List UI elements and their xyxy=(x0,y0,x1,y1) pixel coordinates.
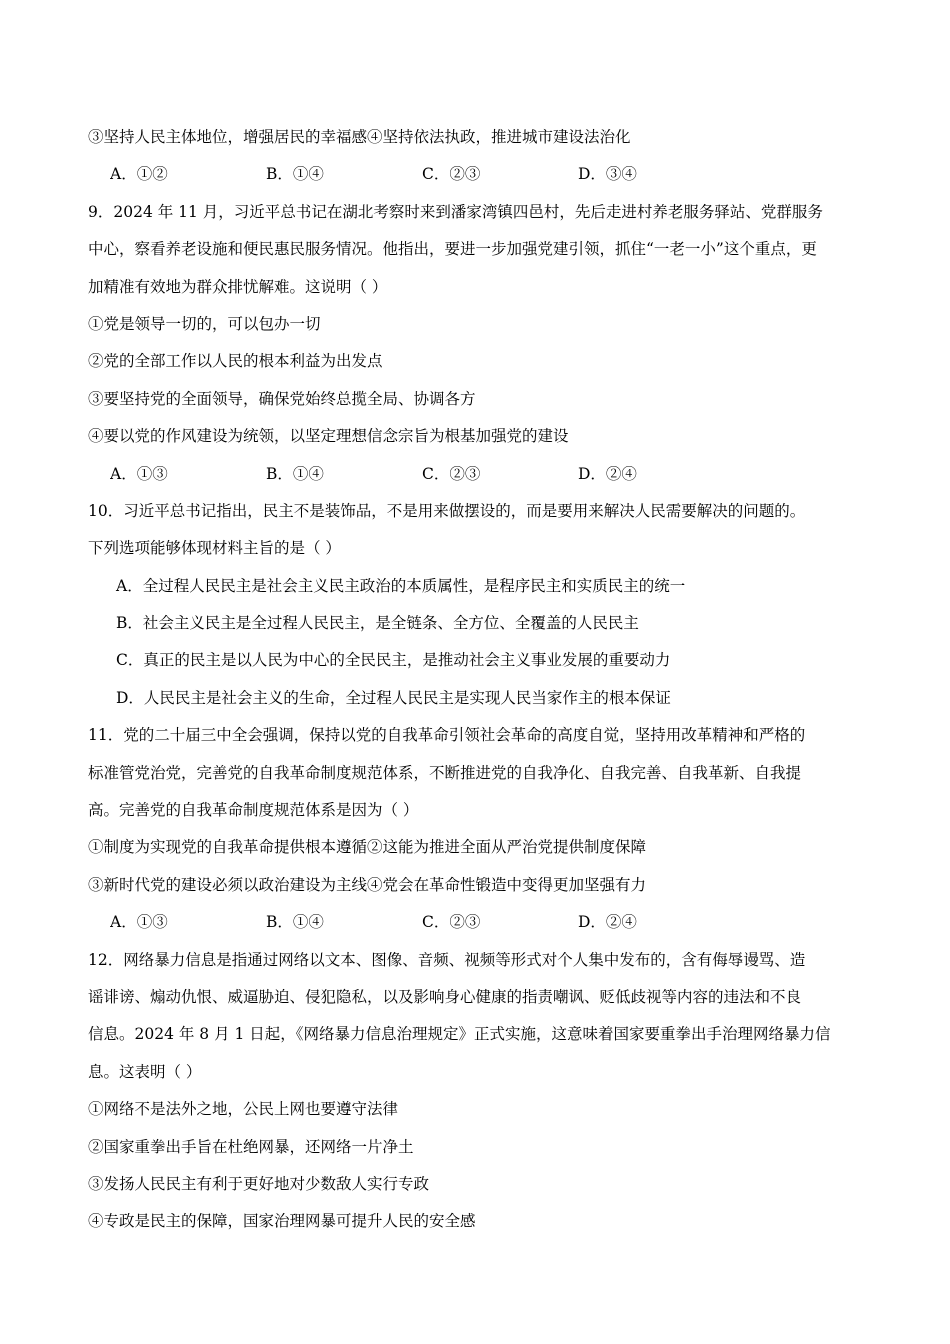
q12-stem-line: 信息。2024 年 8 月 1 日起，《网络暴力信息治理规定》正式实施，这意味着国家要重拳出手治理网络暴力信 xyxy=(88,1025,831,1044)
q10-stem-line: 下列选项能够体现材料主旨的是（ ） xyxy=(88,539,341,558)
q11-option-a: A．①③ xyxy=(110,913,168,932)
q12-statement: ①网络不是法外之地，公民上网也要遵守法律 xyxy=(88,1100,399,1119)
q12-statement: ④专政是民主的保障，国家治理网暴可提升人民的安全感 xyxy=(88,1212,476,1231)
q8-option-d: D．③④ xyxy=(578,165,637,184)
q11-option-c: C．②③ xyxy=(422,913,481,932)
q9-statement: ②党的全部工作以人民的根本利益为出发点 xyxy=(88,352,383,371)
q11-option-d: D．②④ xyxy=(578,913,637,932)
q9-stem-line: 9．2024 年 11 月，习近平总书记在湖北考察时来到潘家湾镇四邑村，先后走进村养老服务驿站、党群服务 xyxy=(88,202,823,221)
question-9 xyxy=(88,194,870,493)
q12-statement: ③发扬人民民主有利于更好地对少数敌人实行专政 xyxy=(88,1174,430,1193)
q10-stem-line: 10．习近平总书记指出，民主不是装饰品，不是用来做摆设的，而是要用来解决人民需要解决的问题的。 xyxy=(88,501,806,520)
question-10 xyxy=(88,493,870,717)
q9-option-d: D．②④ xyxy=(578,464,637,483)
q9-statement: ④要以党的作风建设为统领，以坚定理想信念宗旨为根基加强党的建设 xyxy=(88,427,569,446)
q11-statement: ③新时代党的建设必须以政治建设为主线④党会在革命性锻造中变得更加坚强有力 xyxy=(88,875,647,894)
q11-stem-line: 11．党的二十届三中全会强调，保持以党的自我革命引领社会革命的高度自觉，坚持用改革精神和严格的 xyxy=(88,726,806,745)
q9-option-a: A．①③ xyxy=(110,464,168,483)
q9-stem-line: 加精准有效地为群众排忧解难。这说明（ ） xyxy=(88,277,388,296)
q8-option-b: B．①④ xyxy=(266,165,324,184)
question-11 xyxy=(88,717,870,941)
q9-option-b: B．①④ xyxy=(266,464,324,483)
q11-statement: ①制度为实现党的自我革命提供根本遵循②这能为推进全面从严治党提供制度保障 xyxy=(88,838,647,857)
q11-stem-line: 标准管党治党，完善党的自我革命制度规范体系，不断推进党的自我净化、自我完善、自我革新、自我提 xyxy=(88,763,802,782)
q12-stem-line: 谣诽谤、煽动仇恨、威逼胁迫、侵犯隐私，以及影响身心健康的指责嘲讽、贬低歧视等内容的违法和不良 xyxy=(88,987,802,1006)
q9-option-c: C．②③ xyxy=(422,464,481,483)
q9-options xyxy=(88,456,870,493)
q9-statement: ①党是领导一切的，可以包办一切 xyxy=(88,314,321,333)
q11-options xyxy=(88,904,870,941)
q11-stem-line: 高。完善党的自我革命制度规范体系是因为（ ） xyxy=(88,801,419,820)
q10-option-c: C．真正的民主是以人民为中心的全民民主，是推动社会主义事业发展的重要动力 xyxy=(116,651,671,670)
q12-stem-line: 12．网络暴力信息是指通过网络以文本、图像、音频、视频等形式对个人集中发布的，含有侮辱谩骂、造 xyxy=(88,950,806,969)
q10-option-d: D．人民民主是社会主义的生命，全过程人民民主是实现人民当家作主的根本保证 xyxy=(116,688,671,707)
q8-option-c: C．②③ xyxy=(422,165,481,184)
q8-option-a: A．①② xyxy=(110,165,168,184)
q12-stem-line: 息。这表明（ ） xyxy=(88,1062,202,1081)
q10-option-b: B．社会主义民主是全过程人民民主，是全链条、全方位、全覆盖的人民民主 xyxy=(116,614,639,633)
q8-statement-line: ③坚持人民主体地位，增强居民的幸福感④坚持依法执政，推进城市建设法治化 xyxy=(88,128,631,146)
question-12 xyxy=(88,942,870,1241)
q11-option-b: B．①④ xyxy=(266,913,324,932)
q12-statement: ②国家重拳出手旨在杜绝网暴，还网络一片净土 xyxy=(88,1137,414,1156)
q8-options xyxy=(88,156,870,193)
q9-stem-line: 中心，察看养老设施和便民惠民服务情况。他指出，要进一步加强党建引领，抓住“一老一小”这个重点，更 xyxy=(88,240,817,259)
q9-statement: ③要坚持党的全面领导，确保党始终总揽全局、协调各方 xyxy=(88,389,476,408)
q10-option-a: A．全过程人民民主是社会主义民主政治的本质属性，是程序民主和实质民主的统一 xyxy=(116,576,686,595)
